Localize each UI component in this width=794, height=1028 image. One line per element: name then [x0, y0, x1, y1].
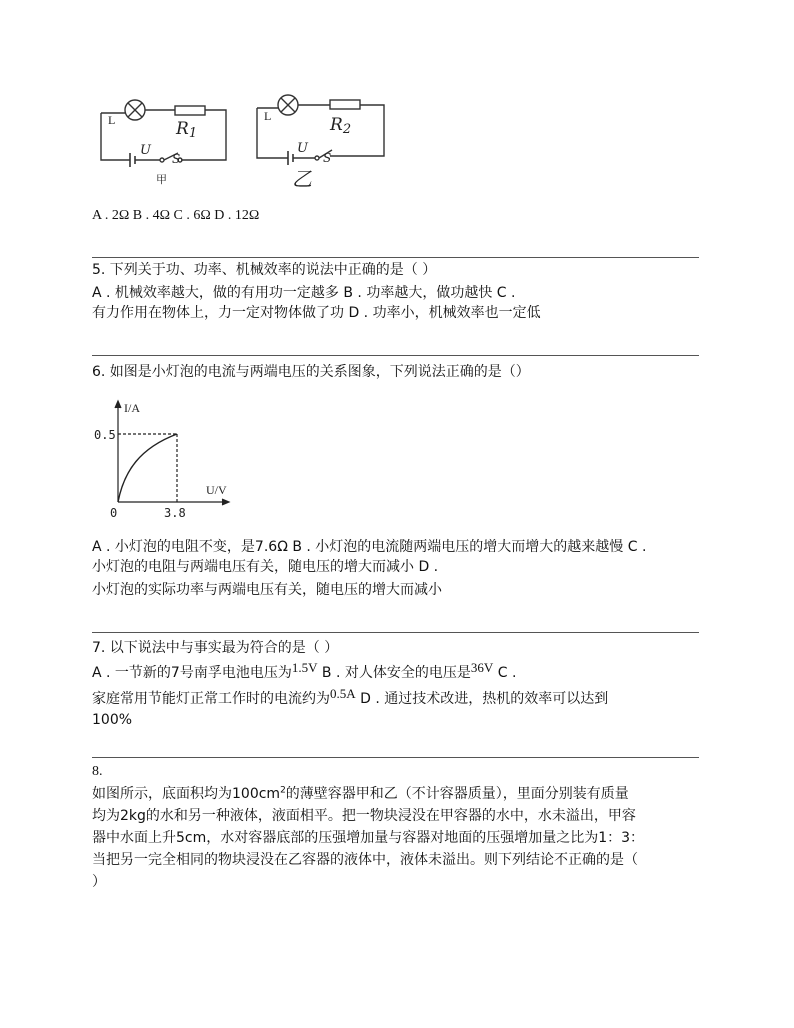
lamp-label-right: L [264, 109, 272, 123]
q6-options-line1: A . 小灯泡的电阻不变，是7.6Ω B . 小灯泡的电流随两端电压的增大而增大的越来越慢 C . [92, 539, 647, 555]
divider [92, 355, 699, 356]
origin-label: 0 [110, 506, 118, 520]
y-axis-label: I/A [124, 401, 140, 415]
iu-graph [88, 396, 238, 521]
x-tick-label: 3.8 [164, 506, 186, 520]
q8-line4: 当把另一完全相同的物块浸没在乙容器的液体中，液体未溢出。则下列结论不正确的是（ [92, 852, 638, 868]
circuit-diagrams [90, 90, 390, 190]
q8-line2: 均为2kg的水和另一种液体，液面相平。把一物块浸没在甲容器的水中，水未溢出，甲容 [92, 808, 636, 824]
q8-number: 8. [92, 764, 103, 779]
resistor-label-left: R1 [176, 119, 198, 141]
divider [92, 257, 699, 258]
q5-options-line1: A . 机械效率越大，做的有用功一定越多 B . 功率越大，做功越快 C . [92, 285, 516, 301]
resistor-icon [175, 106, 205, 115]
q6-options-line2: 小灯泡的电阻与两端电压有关，随电压的增大而减小 D . [92, 559, 439, 575]
switch-label-right: S [323, 151, 332, 165]
resistor-icon [330, 100, 360, 109]
x-axis-label: U/V [206, 483, 227, 497]
q7-options-line3: 100% [92, 712, 133, 728]
divider [92, 632, 699, 633]
q8-line3: 器中水面上升5cm，水对容器底部的压强增加量与容器对地面的压强增加量之比为1：3： [92, 830, 645, 846]
switch-label-left: S [172, 152, 181, 166]
q5-stem: 5. 下列关于功、功率、机械效率的说法中正确的是（ ） [92, 262, 437, 278]
q7-options-line2: 家庭常用节能灯正常工作时的电流约为0.5A D . 通过技术改进，热机的效率可以达到 [92, 686, 609, 707]
y-tick-label: 0.5 [94, 428, 116, 442]
q7-options-line1: A . 一节新的7号南孚电池电压为1.5V B . 对人体安全的电压是36V C . [92, 660, 517, 681]
resistor-label-right: R2 [330, 115, 352, 137]
q8-line5: ） [92, 874, 106, 890]
q4-options: A . 2Ω B . 4Ω C . 6Ω D . 12Ω [92, 208, 260, 223]
voltage-label-right: U [297, 141, 308, 156]
circuit-left [101, 100, 226, 167]
divider [92, 757, 699, 758]
caption-yi: 乙 [292, 167, 312, 190]
lamp-label-left: L [108, 113, 116, 127]
caption-jia: 甲 [156, 173, 167, 186]
voltage-label-left: U [140, 143, 151, 158]
q6-options-line3: 小灯泡的实际功率与两端电压有关，随电压的增大而减小 [92, 582, 442, 598]
q8-line1: 如图所示，底面积均为$100cm^2$的薄壁容器甲和乙（不计容器质量），里面分别装有质量 [92, 785, 629, 802]
q5-options-line2: 有力作用在物体上，力一定对物体做了功 D . 功率小，机械效率也一定低 [92, 305, 541, 321]
circuit-right [257, 95, 384, 165]
iu-curve [118, 434, 177, 502]
q6-stem: 6. 如图是小灯泡的电流与两端电压的关系图象，下列说法正确的是（） [92, 364, 530, 380]
q7-stem: 7. 以下说法中与事实最为符合的是（ ） [92, 640, 339, 656]
